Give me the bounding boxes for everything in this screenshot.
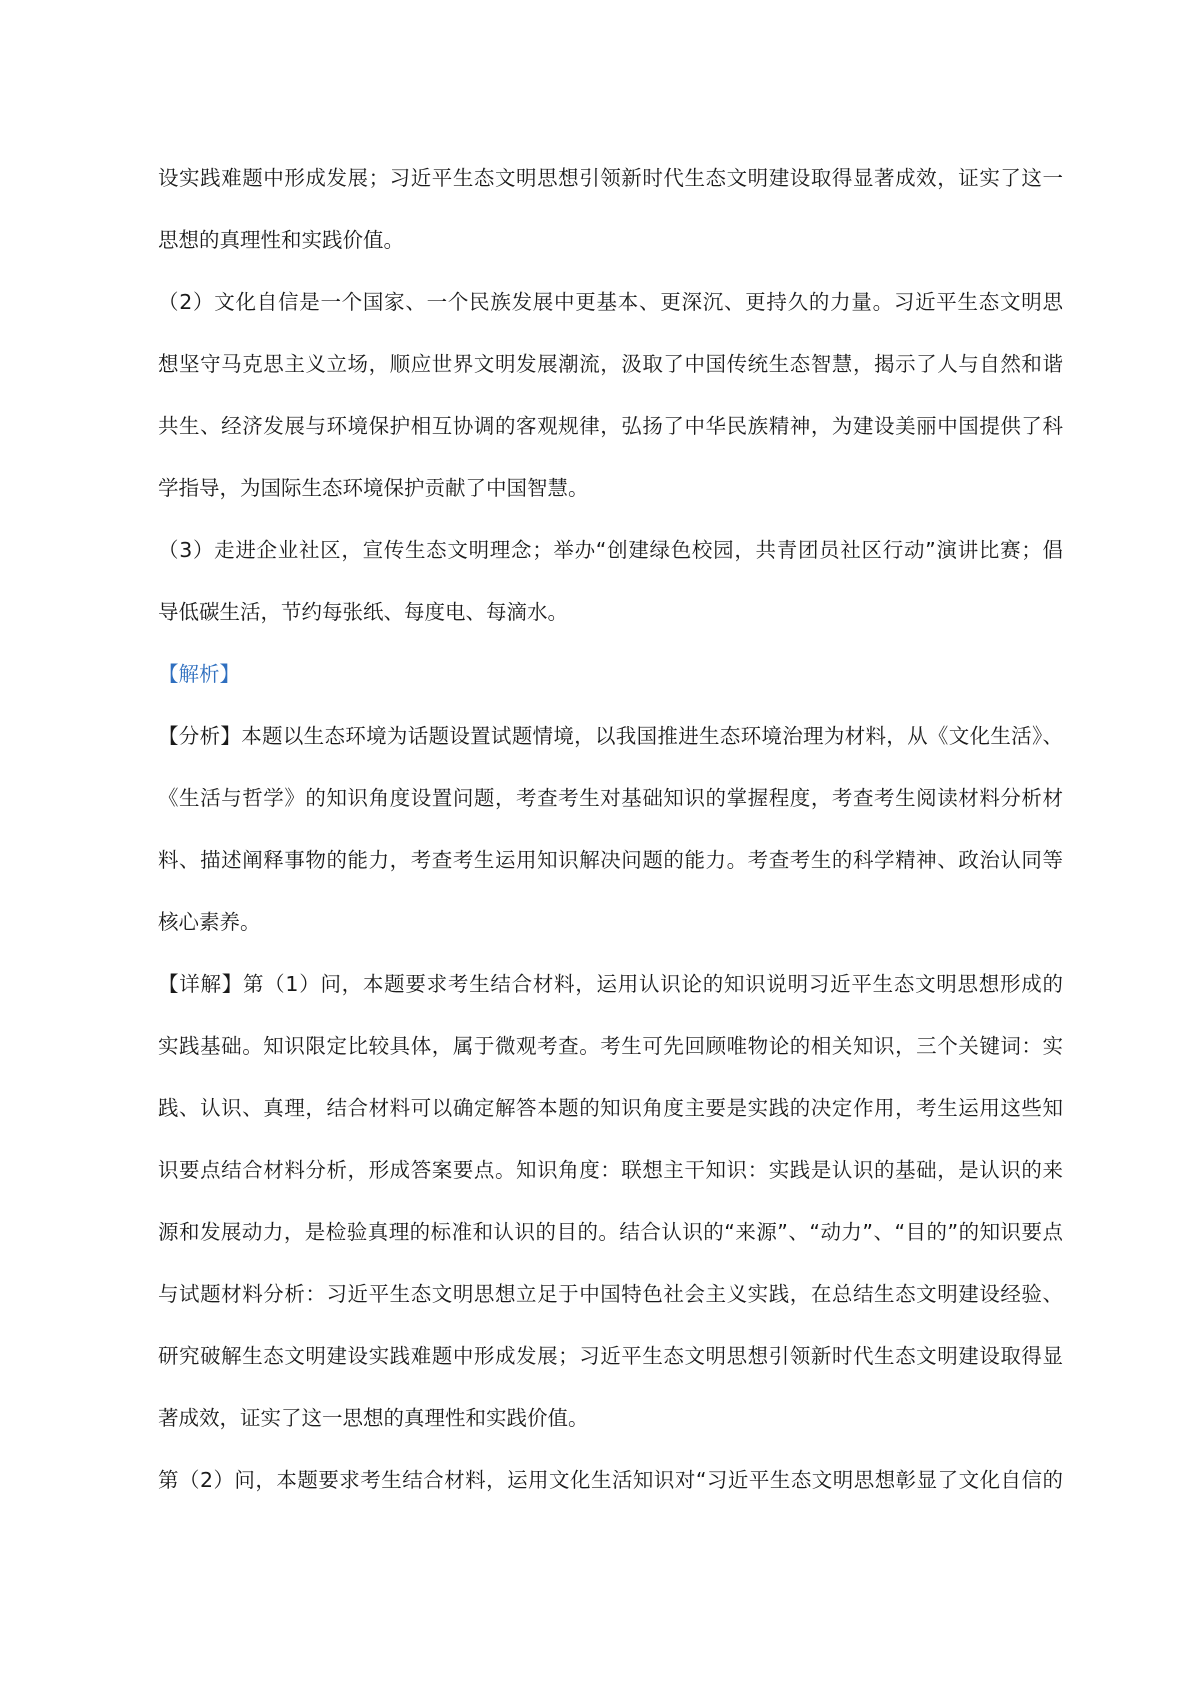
text-line: 共生、经济发展与环境保护相互协调的客观规律，弘扬了中华民族精神，为建设美丽中国提供了科	[158, 414, 1063, 438]
text-line: 研究破解生态文明建设实践难题中形成发展；习近平生态文明思想引领新时代生态文明建设取得显	[158, 1344, 1063, 1368]
text-line: 第（2）问，本题要求考生结合材料，运用文化生活知识对“习近平生态文明思想彰显了文化自信的	[158, 1468, 1063, 1492]
text-line: 识要点结合材料分析，形成答案要点。知识角度：联想主干知识：实践是认识的基础，是认识的来	[158, 1158, 1063, 1182]
section-heading-analysis: 【解析】	[158, 662, 240, 686]
text-line: 著成效，证实了这一思想的真理性和实践价值。	[158, 1406, 589, 1430]
text-line: 【详解】第（1）问，本题要求考生结合材料，运用认识论的知识说明习近平生态文明思想形成的	[158, 972, 1063, 996]
text-line: 料、描述阐释事物的能力，考查考生运用知识解决问题的能力。考查考生的科学精神、政治认同等	[158, 848, 1063, 872]
text-line: 《生活与哲学》的知识角度设置问题，考查考生对基础知识的掌握程度，考查考生阅读材料分析材	[158, 786, 1063, 810]
text-line: 核心素养。	[158, 910, 261, 934]
text-line: （2）文化自信是一个国家、一个民族发展中更基本、更深沉、更持久的力量。习近平生态文明思	[158, 290, 1063, 314]
text-line: 源和发展动力，是检验真理的标准和认识的目的。结合认识的“来源”、“动力”、“目的”的知识要点	[158, 1220, 1063, 1244]
text-line: 与试题材料分析：习近平生态文明思想立足于中国特色社会主义实践，在总结生态文明建设经验、	[158, 1282, 1063, 1306]
text-line: 导低碳生活，节约每张纸、每度电、每滴水。	[158, 600, 568, 624]
text-line: 想坚守马克思主义立场，顺应世界文明发展潮流，汲取了中国传统生态智慧，揭示了人与自然和谐	[158, 352, 1063, 376]
text-line: 思想的真理性和实践价值。	[158, 228, 404, 252]
text-line: 实践基础。知识限定比较具体，属于微观考查。考生可先回顾唯物论的相关知识，三个关键词：实	[158, 1034, 1063, 1058]
text-line: 设实践难题中形成发展；习近平生态文明思想引领新时代生态文明建设取得显著成效，证实了这一	[158, 166, 1063, 190]
text-line: 践、认识、真理，结合材料可以确定解答本题的知识角度主要是实践的决定作用，考生运用这些知	[158, 1096, 1063, 1120]
text-line: 【分析】本题以生态环境为话题设置试题情境，以我国推进生态环境治理为材料，从《文化生活》、	[158, 724, 1063, 748]
text-line: 学指导，为国际生态环境保护贡献了中国智慧。	[158, 476, 589, 500]
text-line: （3）走进企业社区，宣传生态文明理念；举办“创建绿色校园，共青团员社区行动”演讲比赛；倡	[158, 538, 1063, 562]
